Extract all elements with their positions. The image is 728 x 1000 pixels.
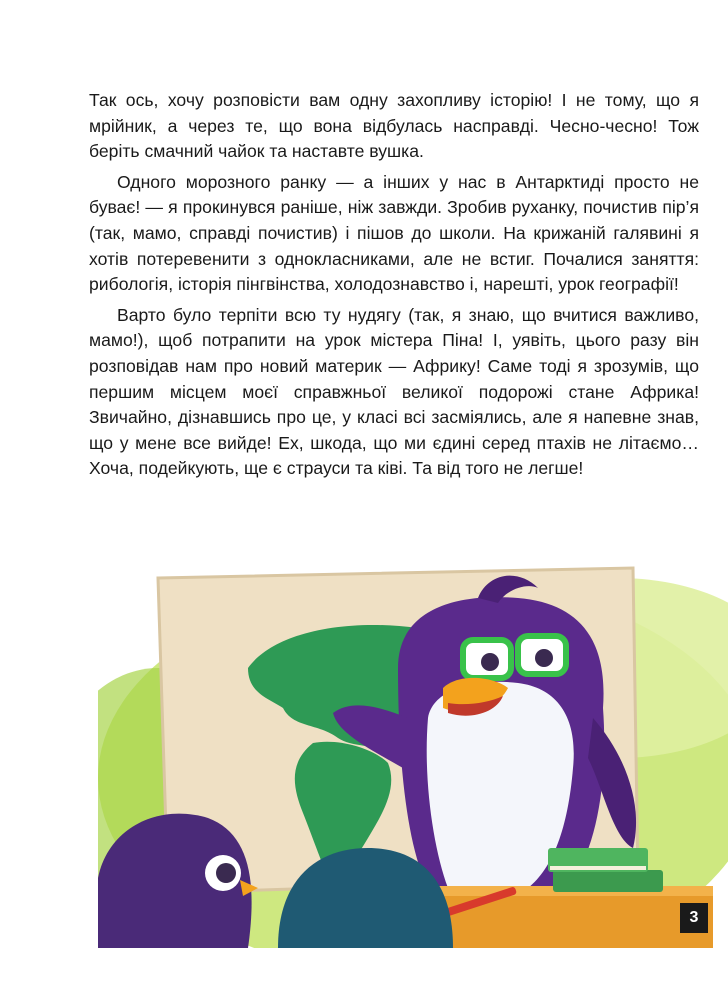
classroom-scene	[98, 548, 728, 948]
book-bottom	[553, 870, 663, 892]
paragraph-2: Одного морозного ранку — а інших у нас в Антарктиді просто не буває! — я прокинувся раніше, ніж завжди. Зробив руханку, почистив пір’я (так, мамо, справді почистив) і пішов до школи. На крижаній галявині я хотів потеревенити з однокласниками, але не встиг. Почалися заняття: рибологія, історія пінгвінства, холодознавство і, нарешті, урок географії!	[89, 171, 699, 295]
paragraph-1: Так ось, хочу розповісти вам одну захопливу історію! І не тому, що я мрійник, а через те, що вона відбулась насправді. Чесно-чесно! Тож беріть смачний чайок та наставте вушка.	[89, 90, 699, 162]
paragraph-3: Варто було терпіти всю ту нудягу (так, я знаю, що вчитися важливо, мамо!), щоб потрапити на урок містера Піна! І, уявіть, цього разу він розповідав нам про новий материк — Африку! Саме тоді я зрозумів, що першим місцем моєї справжньої великої подорожі стане Африка! Звичайно, дізнавшись про це, у класі всі засміялись, але я напевне знав, що у мене все вийде! Ех, шкода, що ми єдині серед птахів не літаємо… Хоча, подейкують, ще є страуси та ківі. Та від того не легше!	[89, 304, 699, 479]
story-text	[89, 88, 699, 487]
page-number: 3	[680, 903, 708, 933]
classroom-illustration	[98, 548, 728, 948]
